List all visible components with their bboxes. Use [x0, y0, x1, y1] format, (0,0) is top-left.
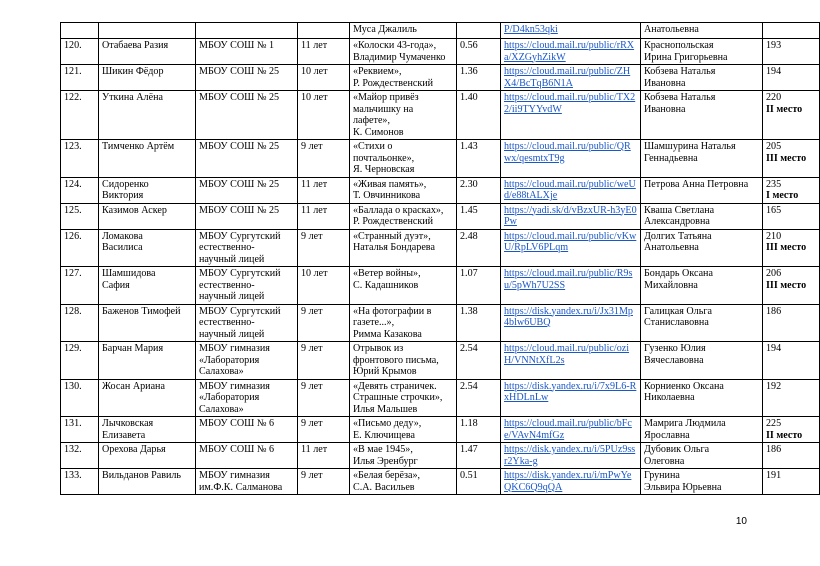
- cell-age: 9 лет: [298, 342, 350, 380]
- cell-age: 11 лет: [298, 39, 350, 65]
- cell-teacher: Петрова Анна Петровна: [641, 177, 763, 203]
- cell-num: 132.: [61, 443, 99, 469]
- cell-time: 2.30: [457, 177, 501, 203]
- table-row: [61, 229, 820, 267]
- cell-score: [763, 379, 820, 417]
- cell-num: 121.: [61, 65, 99, 91]
- cell-time: 2.54: [457, 342, 501, 380]
- cell-work: «Письмо деду», Е. Ключищева: [350, 417, 457, 443]
- cell-school: МБОУ СОШ № 6: [196, 443, 298, 469]
- cell-time: 1.43: [457, 140, 501, 178]
- place-award: III место: [766, 152, 807, 164]
- table-row: [61, 267, 820, 305]
- cell-name: Ломакова Василиса: [99, 229, 196, 267]
- cell-age: [298, 23, 350, 39]
- cell-name: Лычковская Елизавета: [99, 417, 196, 443]
- cell-link[interactable]: P/D4kn53qki: [501, 23, 641, 39]
- cell-work: «Реквием», Р. Рождественский: [350, 65, 457, 91]
- cell-name: [99, 23, 196, 39]
- score-value: 165: [766, 204, 782, 216]
- cell-school: МБОУ гимназия «Лаборатория Салахова»: [196, 342, 298, 380]
- cell-link[interactable]: https://cloud.mail.ru/public/bFce/VAvN4mfGz: [501, 417, 641, 443]
- cell-teacher: Анатольевна: [641, 23, 763, 39]
- cell-age: 9 лет: [298, 304, 350, 342]
- cell-link[interactable]: https://cloud.mail.ru/public/oziH/VNNtXfL2s: [501, 342, 641, 380]
- cell-time: 2.48: [457, 229, 501, 267]
- cell-age: 9 лет: [298, 417, 350, 443]
- cell-work: «Колоски 43-года», Владимир Чумаченко: [350, 39, 457, 65]
- cell-age: 9 лет: [298, 379, 350, 417]
- cell-school: МБОУ СОШ № 25: [196, 140, 298, 178]
- table-row: [61, 379, 820, 417]
- score-value: 193: [766, 40, 782, 51]
- cell-name: Баженов Тимофей: [99, 304, 196, 342]
- table-row: [61, 39, 820, 65]
- cell-score: [763, 140, 820, 178]
- cell-school: МБОУ СОШ № 6: [196, 417, 298, 443]
- cell-num: 125.: [61, 203, 99, 229]
- cell-link[interactable]: https://disk.yandex.ru/i/mPwYeQKC6Q9qQA: [501, 469, 641, 495]
- score-value: 235: [766, 178, 782, 190]
- cell-score: [763, 342, 820, 380]
- cell-teacher: Корниенко Оксана Николаевна: [641, 379, 763, 417]
- table-row: [61, 469, 820, 495]
- cell-age: 9 лет: [298, 469, 350, 495]
- score-value: 186: [766, 444, 782, 455]
- cell-link[interactable]: https://cloud.mail.ru/public/vKwU/RpLV6PLqm: [501, 229, 641, 267]
- score-value: 186: [766, 305, 782, 317]
- cell-teacher: Краснопольская Ирина Григорьевна: [641, 39, 763, 65]
- cell-num: 122.: [61, 91, 99, 140]
- cell-teacher: Бондарь Оксана Михайловна: [641, 267, 763, 305]
- cell-score: [763, 229, 820, 267]
- cell-work: «Странный дуэт», Наталья Бондарева: [350, 229, 457, 267]
- cell-teacher: Галицкая Ольга Станиславовна: [641, 304, 763, 342]
- cell-work: «Майор привёз мальчишку на лафете», К. Симонов: [350, 91, 457, 140]
- cell-school: МБОУ СОШ № 1: [196, 39, 298, 65]
- cell-score: [763, 417, 820, 443]
- cell-link[interactable]: https://cloud.mail.ru/public/ZHX4/BcTqB6N1A: [501, 65, 641, 91]
- cell-time: 0.56: [457, 39, 501, 65]
- cell-name: Жосан Ариана: [99, 379, 196, 417]
- cell-num: 133.: [61, 469, 99, 495]
- cell-link[interactable]: https://cloud.mail.ru/public/QRwx/qesmtxT9g: [501, 140, 641, 178]
- score-value: 194: [766, 343, 782, 354]
- cell-teacher: Кваша Светлана Александровна: [641, 203, 763, 229]
- cell-time: 1.36: [457, 65, 501, 91]
- cell-work: «Стихи о почтальонке», Я. Черновская: [350, 140, 457, 178]
- table-row: [61, 342, 820, 380]
- cell-link[interactable]: https://cloud.mail.ru/public/rRXa/XZGyhZikW: [501, 39, 641, 65]
- cell-school: МБОУ СОШ № 25: [196, 177, 298, 203]
- place-award: II место: [766, 103, 803, 115]
- cell-num: [61, 23, 99, 39]
- cell-link[interactable]: https://disk.yandex.ru/i/Jx31Mp4blw6UBQ: [501, 304, 641, 342]
- table-row: [61, 417, 820, 443]
- cell-score: [763, 177, 820, 203]
- score-value: 205: [766, 141, 782, 152]
- cell-age: 10 лет: [298, 267, 350, 305]
- cell-score: [763, 203, 820, 229]
- cell-time: 2.54: [457, 379, 501, 417]
- cell-work: «Белая берёза», С.А. Васильев: [350, 469, 457, 495]
- score-value: 206: [766, 268, 782, 279]
- cell-work: «Живая память», Т. Овчинникова: [350, 177, 457, 203]
- cell-name: Шикин Фёдор: [99, 65, 196, 91]
- table-row-continued: [61, 23, 820, 39]
- place-award: III место: [766, 242, 807, 253]
- cell-work: «Баллада о красках», Р. Рождественский: [350, 203, 457, 229]
- cell-age: 11 лет: [298, 177, 350, 203]
- table-row: [61, 140, 820, 178]
- cell-name: Барчан Мария: [99, 342, 196, 380]
- table-row: [61, 203, 820, 229]
- cell-school: МБОУ Сургутский естественно- научный лицей: [196, 304, 298, 342]
- cell-work: Отрывок из фронтового письма, Юрий Крымов: [350, 342, 457, 380]
- cell-school: МБОУ СОШ № 25: [196, 91, 298, 140]
- cell-name: Тимченко Артём: [99, 140, 196, 178]
- cell-time: 1.07: [457, 267, 501, 305]
- cell-school: [196, 23, 298, 39]
- cell-num: 120.: [61, 39, 99, 65]
- cell-num: 124.: [61, 177, 99, 203]
- cell-score: [763, 304, 820, 342]
- cell-name: Орехова Дарья: [99, 443, 196, 469]
- cell-teacher: Кобзева Наталья Ивановна: [641, 65, 763, 91]
- cell-work: «Ветер войны», С. Кадашников: [350, 267, 457, 305]
- cell-num: 131.: [61, 417, 99, 443]
- table-row: [61, 304, 820, 342]
- cell-work: «На фотографии в газете...», Римма Казакова: [350, 304, 457, 342]
- cell-num: 127.: [61, 267, 99, 305]
- cell-num: 129.: [61, 342, 99, 380]
- cell-age: 10 лет: [298, 91, 350, 140]
- cell-school: МБОУ гимназия им.Ф.К. Салманова: [196, 469, 298, 495]
- cell-teacher: Дубовик Ольга Олеговна: [641, 443, 763, 469]
- cell-time: 1.45: [457, 203, 501, 229]
- cell-score: [763, 91, 820, 140]
- score-value: 225: [766, 418, 782, 429]
- cell-link[interactable]: https://disk.yandex.ru/i/7x9L6-RxHDLnLw: [501, 379, 641, 417]
- cell-link[interactable]: https://cloud.mail.ru/public/weUd/e88tALXje: [501, 177, 641, 203]
- table-row: [61, 91, 820, 140]
- cell-school: МБОУ гимназия «Лаборатория Салахова»: [196, 379, 298, 417]
- cell-link[interactable]: https://cloud.mail.ru/public/TX22/ii9TYYvdW: [501, 91, 641, 140]
- cell-teacher: Гузенко Юлия Вячеславовна: [641, 342, 763, 380]
- cell-link[interactable]: https://disk.yandex.ru/i/5PUz9ssr2Yka-g: [501, 443, 641, 469]
- cell-name: Вильданов Равиль: [99, 469, 196, 495]
- cell-age: 11 лет: [298, 443, 350, 469]
- cell-num: 126.: [61, 229, 99, 267]
- place-award: III место: [766, 279, 807, 291]
- cell-work: Муса Джалиль: [350, 23, 457, 39]
- cell-school: МБОУ СОШ № 25: [196, 203, 298, 229]
- cell-teacher: Кобзева Наталья Ивановна: [641, 91, 763, 140]
- cell-num: 128.: [61, 304, 99, 342]
- place-award: II место: [766, 429, 803, 441]
- cell-time: 1.47: [457, 443, 501, 469]
- score-value: 210: [766, 230, 782, 242]
- cell-time: [457, 23, 501, 39]
- cell-num: 130.: [61, 379, 99, 417]
- cell-name: Шамшидова Сафия: [99, 267, 196, 305]
- score-value: 191: [766, 470, 782, 481]
- cell-school: МБОУ СОШ № 25: [196, 65, 298, 91]
- cell-age: 11 лет: [298, 203, 350, 229]
- cell-age: 9 лет: [298, 229, 350, 267]
- cell-score: [763, 23, 820, 39]
- cell-time: 1.18: [457, 417, 501, 443]
- cell-name: Уткина Алёна: [99, 91, 196, 140]
- cell-school: МБОУ Сургутский естественно- научный лицей: [196, 229, 298, 267]
- cell-teacher: Долгих Татьяна Анатольевна: [641, 229, 763, 267]
- cell-teacher: Грунина Эльвира Юрьевна: [641, 469, 763, 495]
- cell-time: 0.51: [457, 469, 501, 495]
- cell-num: 123.: [61, 140, 99, 178]
- score-value: 220: [766, 92, 782, 103]
- cell-age: 10 лет: [298, 65, 350, 91]
- cell-time: 1.38: [457, 304, 501, 342]
- cell-name: Отабаева Разия: [99, 39, 196, 65]
- cell-work: «В мае 1945», Илья Эренбург: [350, 443, 457, 469]
- cell-link[interactable]: https://cloud.mail.ru/public/R9su/5pWh7U2SS: [501, 267, 641, 305]
- cell-work: «Девять страничек. Страшные строчки», Илья Мальшев: [350, 379, 457, 417]
- cell-time: 1.40: [457, 91, 501, 140]
- table-row: [61, 65, 820, 91]
- score-value: 192: [766, 380, 782, 392]
- cell-score: [763, 443, 820, 469]
- cell-teacher: Шамшурина Наталья Геннадьевна: [641, 140, 763, 178]
- place-award: I место: [766, 190, 799, 201]
- score-value: 194: [766, 66, 782, 77]
- cell-score: [763, 39, 820, 65]
- cell-teacher: Мамрига Людмила Ярославна: [641, 417, 763, 443]
- cell-link[interactable]: https://yadi.sk/d/vBzxUR-h3yE0Pw: [501, 203, 641, 229]
- page-number: 10: [735, 516, 747, 527]
- participants-table: [60, 22, 820, 495]
- cell-name: Сидоренко Виктория: [99, 177, 196, 203]
- table-row: [61, 443, 820, 469]
- table-row: [61, 177, 820, 203]
- cell-score: [763, 469, 820, 495]
- cell-score: [763, 65, 820, 91]
- cell-score: [763, 267, 820, 305]
- table-body: [61, 23, 820, 495]
- cell-school: МБОУ Сургутский естественно- научный лицей: [196, 267, 298, 305]
- cell-age: 9 лет: [298, 140, 350, 178]
- cell-name: Казимов Аскер: [99, 203, 196, 229]
